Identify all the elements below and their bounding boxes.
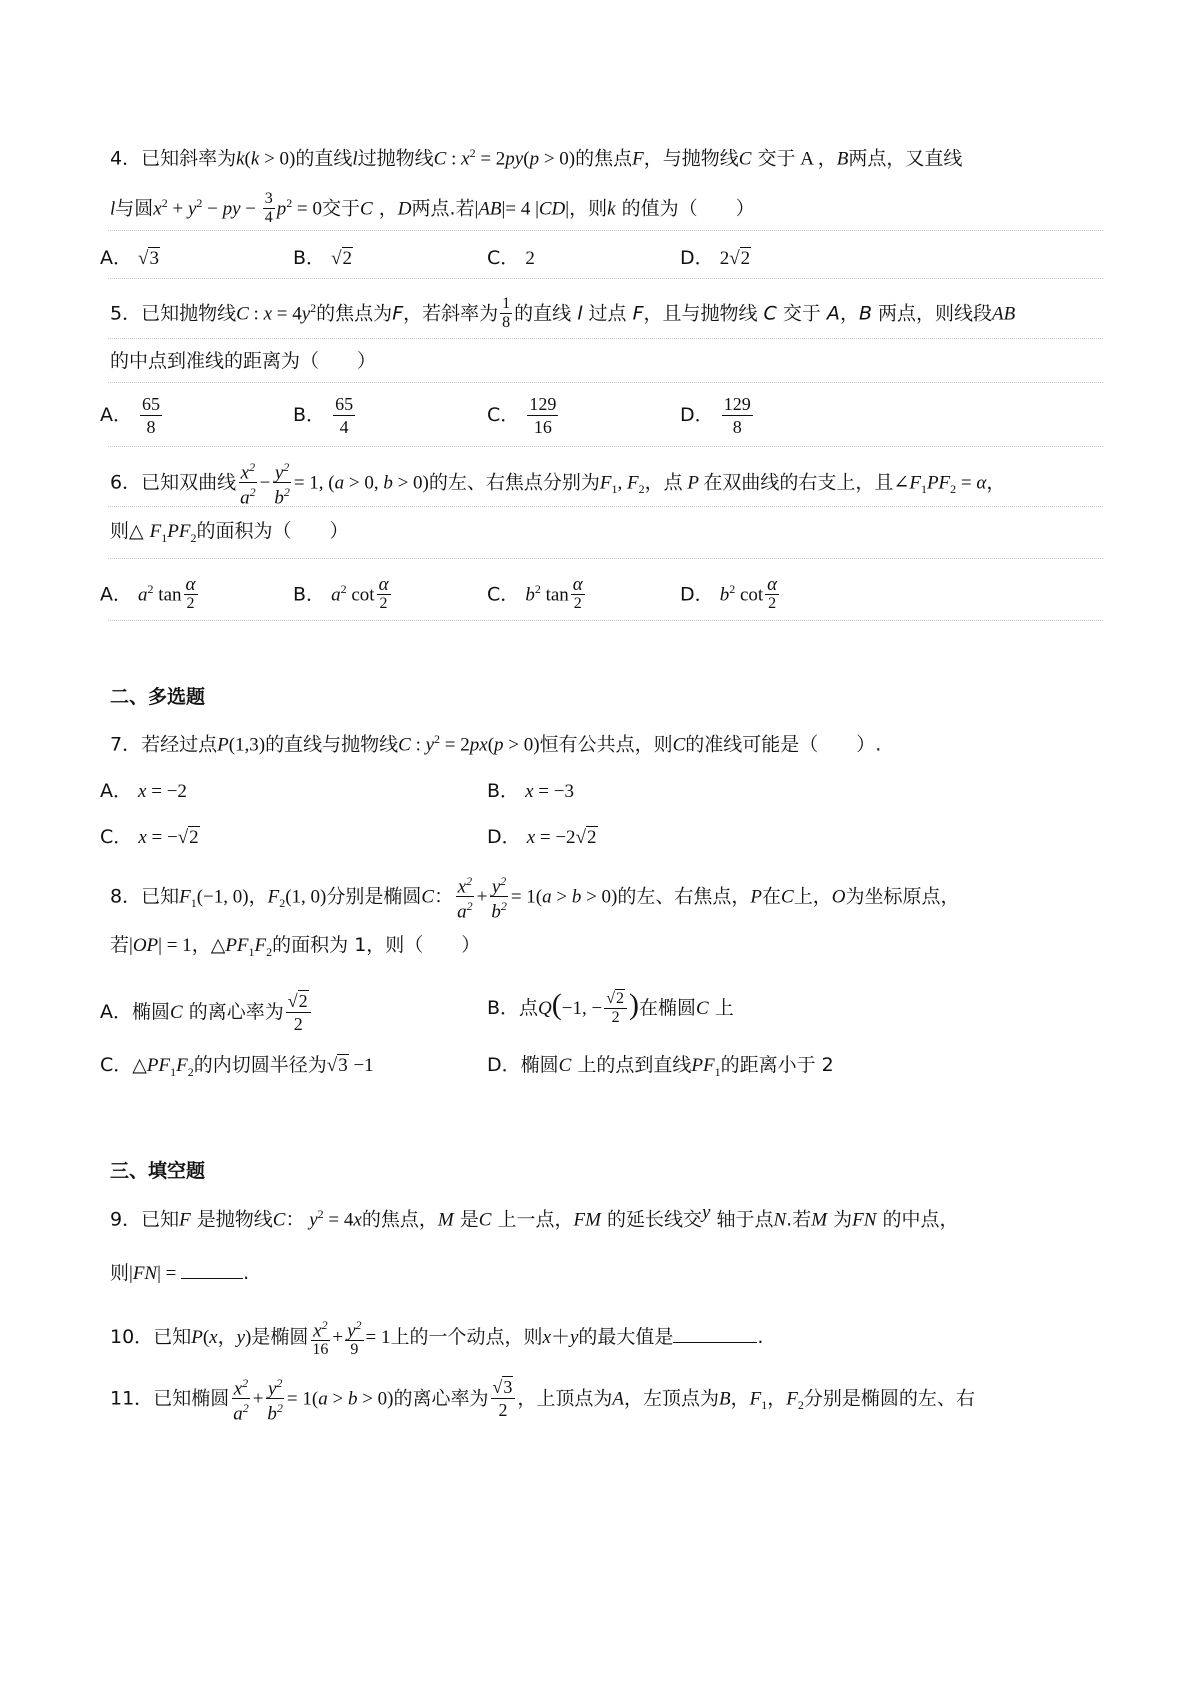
- q9-line-2: 则|FN| = .: [110, 1258, 1100, 1289]
- q6-option-c[interactable]: C． $b^2$ tan $\frac{\alpha}{2}$: [487, 574, 583, 613]
- q8-option-c[interactable]: C．$\triangle PF_1F_2$的内切圆半径为√3 −1: [100, 1054, 374, 1079]
- q5-line-2: 的中点到准线的距离为（ ）: [110, 350, 377, 372]
- q8-line-1: 8．已知$F_1(-1$, 0)，$F_2(1$, 0)分别是椭圆C： $\frac{x^2}{a^2}$ + $\frac{y^2}{b^2}$ = 1(a > b > 0)的左、右焦点，P在C上，O为坐标原点，: [110, 874, 960, 923]
- q11-line: 11．已知椭圆 $\frac{x^2}{a^2}$ + $\frac{y^2}{b^2}$ = 1(a > b > 0)的离心率为 $\frac{√3}{2}$ ，上顶点为A，左顶点为B，$F_1$，$F_2$分别是椭圆的左、右: [110, 1376, 975, 1425]
- q5-line-1: 5．已知抛物线C : $x = 4y^2$的焦点为F，若斜率为 $\frac{1}{8}$ 的直线 l 过点 F，且与抛物线 C 交于 A，B 两点，则线段AB: [110, 295, 1016, 332]
- q4-line-2: l与圆$x^2 + y^2$ − py − $\frac{3}{4}$ $p^2 = 0$交于C ，D两点.若|AB|= 4 |CD|，则k 的值为（ ）: [110, 190, 755, 227]
- q5-option-b[interactable]: B． $\frac{65}{4}$: [293, 394, 354, 437]
- q10-answer-blank[interactable]: [673, 1322, 757, 1343]
- q4-line-1: 4．已知斜率为k(k > 0)的直线l过抛物线C : $x^2 = 2py(p > 0)$的焦点F，与抛物线C 交于 A ，B两点，又直线: [110, 146, 963, 170]
- q8-option-d[interactable]: D．椭圆C 上的点到直线$PF_1$的距离小于 2: [487, 1054, 834, 1079]
- q4-option-a[interactable]: A． √3: [100, 247, 159, 269]
- q7-line: 7．若经过点P(1,3)的直线与抛物线C : $y^2 = 2px(p > 0)$恒有公共点，则C的准线可能是（ ）.: [110, 732, 882, 756]
- q7-option-d[interactable]: D． x = −2√2: [487, 826, 597, 848]
- section-title-fill-in: 三、填空题: [110, 1160, 206, 1182]
- q4-option-c[interactable]: C． 2: [487, 247, 535, 269]
- q6-option-d[interactable]: D． $b^2$ cot $\frac{\alpha}{2}$: [680, 574, 778, 613]
- q6-line-2: 则△ $F_1PF_2$的面积为（ ）: [110, 520, 349, 545]
- q7-option-c[interactable]: C． x = −√2: [100, 826, 199, 848]
- q10-line: 10．已知P(x，y)是椭圆 $\frac{x^2}{16}$ + $\frac{y^2}{9}$ = 1上的一个动点，则x＋y的最大值是 .: [110, 1318, 764, 1359]
- q5-option-d[interactable]: D． $\frac{129}{8}$: [680, 394, 751, 437]
- q4-option-d[interactable]: D． 2√2: [680, 247, 751, 269]
- q8-option-a[interactable]: A．椭圆C 的离心率为 $\frac{√2}{2}$: [100, 990, 313, 1035]
- q7-option-a[interactable]: A． x = −2: [100, 780, 187, 802]
- q6-option-a[interactable]: A． $a^2$ tan $\frac{\alpha}{2}$: [100, 574, 196, 613]
- q6-option-b[interactable]: B． $a^2$ cot $\frac{\alpha}{2}$: [293, 574, 389, 613]
- q4-option-b[interactable]: B． √2: [293, 247, 353, 269]
- q9-answer-blank[interactable]: [181, 1258, 243, 1279]
- q8-option-b[interactable]: B．点Q(−1, − $\frac{√2}{2}$ )在椭圆C 上: [487, 988, 734, 1026]
- q5-option-c[interactable]: C． $\frac{129}{16}$: [487, 394, 557, 437]
- q5-option-a[interactable]: A． $\frac{65}{8}$: [100, 394, 161, 437]
- section-title-multiple-choice: 二、多选题: [110, 686, 206, 708]
- q6-line-1: 6．已知双曲线 $\frac{x^2}{a^2}$ − $\frac{y^2}{b^2}$ = 1, (a > 0, b > 0)的左、右焦点分别为$F_1$, $F_2$，点 P 在双曲线的右支上，且$\angle F_1PF_2 = \alpha$，: [110, 460, 1006, 509]
- q4-number: 4．: [110, 147, 142, 170]
- q9-line-1: 9．已知F 是抛物线C： $y^2 = 4x$的焦点，M 是C 上一点，FM 的延长线交$^y$ 轴于点N.若M 为FN 的中点，: [110, 1202, 959, 1231]
- q7-option-b[interactable]: B． x = −3: [487, 780, 574, 802]
- q8-line-2: 若|OP| = 1，$\triangle PF_1F_2$的面积为 1，则（ ）: [110, 934, 481, 959]
